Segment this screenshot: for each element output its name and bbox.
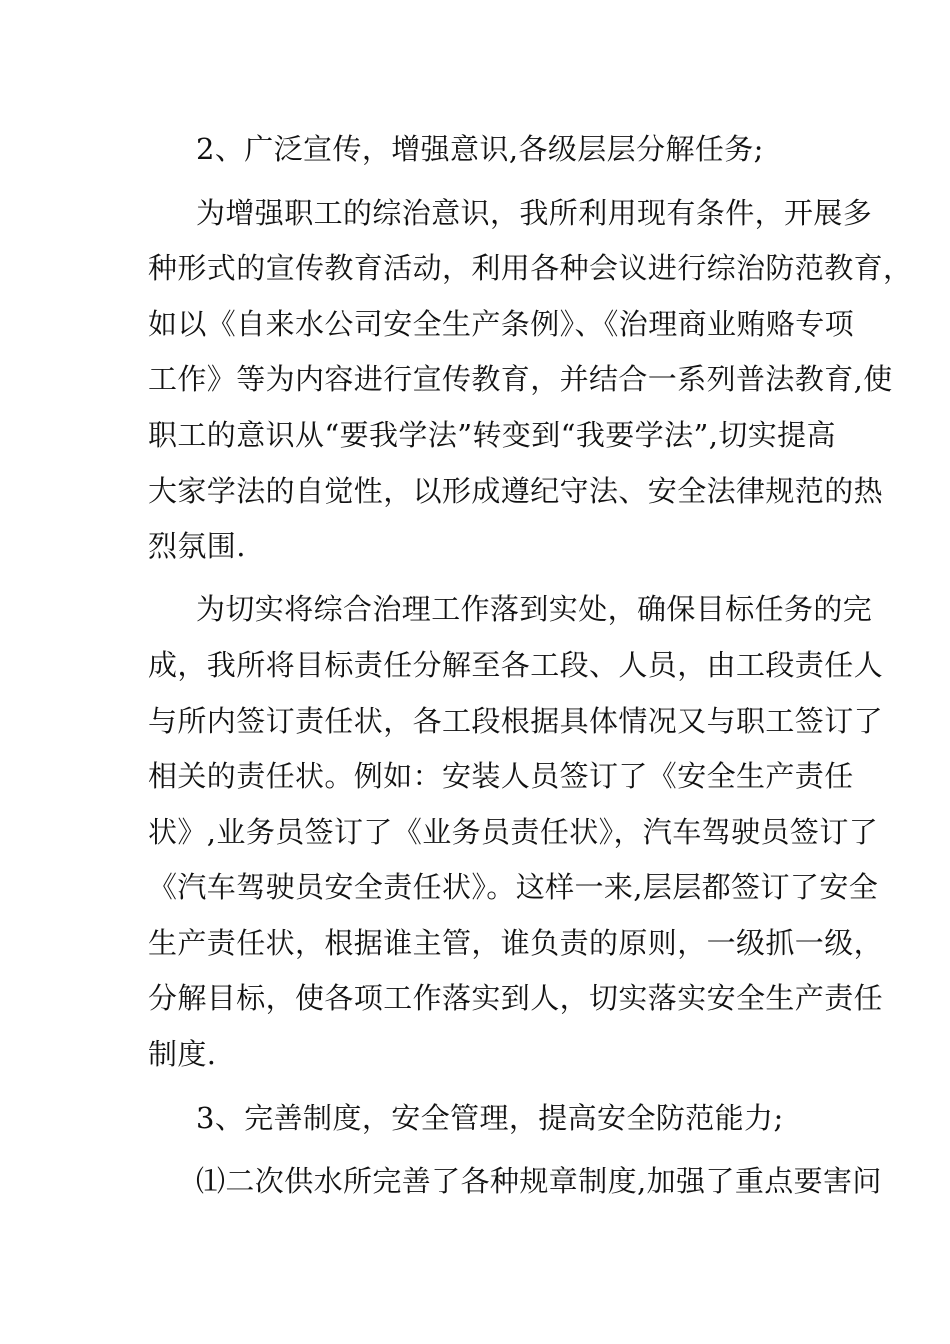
paragraph-2-line-5: 状》,业务员签订了《业务员责任状》，汽车驾驶员签订了	[148, 815, 879, 849]
paragraph-1-line-5: 职工的意识从“要我学法”转变到“我要学法”,切实提高	[148, 418, 836, 452]
paragraph-2-line-7: 生产责任状，根据谁主管，谁负责的原则，一级抓一级，	[148, 926, 884, 960]
paragraph-3-line-1: ⑴二次供水所完善了各种规章制度,加强了重点要害问	[196, 1164, 882, 1198]
paragraph-1-line-2: 种形式的宣传教育活动，利用各种会议进行综治防范教育，	[148, 251, 913, 285]
paragraph-1-line-4: 工作》等为内容进行宣传教育，并结合一系列普法教育,使	[148, 362, 893, 396]
paragraph-1-line-1: 为增强职工的综治意识，我所利用现有条件，开展多	[196, 196, 873, 230]
paragraph-2-line-8: 分解目标，使各项工作落实到人，切实落实安全生产责任	[148, 981, 884, 1015]
paragraph-2-line-1: 为切实将综合治理工作落到实处，确保目标任务的完	[196, 592, 873, 626]
paragraph-2-line-4: 相关的责任状。例如：安装人员签订了《安全生产责任	[148, 759, 854, 793]
paragraph-1-line-6: 大家学法的自觉性，以形成遵纪守法、安全法律规范的热	[148, 474, 884, 508]
section-heading-3: 3、完善制度，安全管理，提高安全防范能力;	[196, 1101, 784, 1135]
section-heading-2: 2、广泛宣传，增强意识,各级层层分解任务;	[196, 132, 764, 166]
paragraph-2-line-3: 与所内签订责任状，各工段根据具体情况又与职工签订了	[148, 704, 884, 738]
paragraph-1-line-7: 烈氛围.	[148, 529, 246, 563]
paragraph-2-line-2: 成，我所将目标责任分解至各工段、人员，由工段责任人	[148, 648, 884, 682]
paragraph-2-line-9: 制度.	[148, 1037, 217, 1071]
paragraph-2-line-6: 《汽车驾驶员安全责任状》。这样一来,层层都签订了安全	[148, 870, 879, 904]
paragraph-1-line-3: 如以《自来水公司安全生产条例》、《治理商业贿赂专项	[148, 307, 855, 341]
